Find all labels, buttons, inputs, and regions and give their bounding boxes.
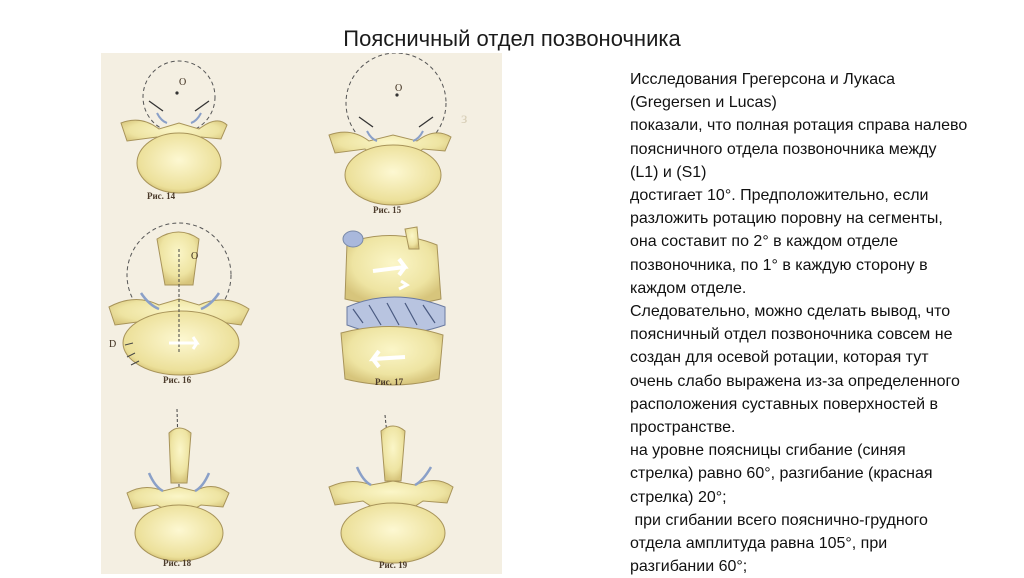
caption-fig15: Рис. 15	[373, 205, 402, 215]
text-line: поясничного отдела позвоночника между	[630, 140, 937, 158]
vertebrae-illustration	[101, 53, 502, 574]
caption-fig16: Рис. 16	[163, 375, 192, 385]
vertebra-fig16	[109, 223, 249, 375]
text-line: создан для осевой ротации, которая тут	[630, 349, 929, 367]
text-line: отдела амплитуда равна 105°, при	[630, 535, 888, 553]
text-line: Следовательно, можно сделать вывод, что	[630, 303, 951, 321]
caption-fig17: Рис. 17	[375, 377, 404, 387]
text-line: на уровне поясницы сгибание (синяя	[630, 442, 906, 460]
caption-fig18: Рис. 18	[163, 558, 192, 568]
center-label-fig14: O	[179, 77, 187, 88]
center-label-fig16: O	[191, 251, 199, 262]
svg-text:з: з	[461, 110, 468, 127]
text-line: стрелка) равно 60°, разгибание (красная	[630, 465, 933, 483]
text-line: очень слабо выражена из-за определенного	[630, 372, 960, 390]
vertebra-fig15	[329, 53, 467, 205]
text-line: разгибании 60°;	[630, 558, 748, 576]
text-line: поясничный отдел позвоночника совсем не	[630, 326, 953, 344]
text-line: достигает 10°. Предположительно, если	[630, 187, 929, 205]
caption-fig19: Рис. 19	[379, 560, 408, 570]
vertebra-fig14	[121, 61, 227, 193]
center-label-fig15: O	[395, 83, 403, 94]
caption-fig14: Рис. 14	[147, 191, 176, 201]
slide-title: Поясничный отдел позвоночника	[343, 26, 681, 51]
text-line: (Gregersen и Lucas)	[630, 94, 777, 112]
text-line: она составит по 2° в каждом отделе	[630, 233, 899, 251]
text-line: Исследования Грегерсона и Лукаса	[630, 71, 896, 88]
text-line: разложить ротацию поровну на сегменты,	[630, 210, 943, 228]
vertebrae-drawing	[101, 53, 502, 574]
text-line: (L1) и (S1)	[630, 163, 707, 181]
body-text	[630, 68, 1015, 578]
text-line: расположения суставных поверхностей в	[630, 395, 939, 413]
text-line: при сгибании всего пояснично-грудного	[630, 511, 928, 529]
text-line: каждом отделе.	[630, 279, 747, 297]
text-line: стрелка) 20°;	[630, 488, 727, 506]
disc-label-fig16: D	[109, 339, 117, 350]
text-line: показали, что полная ротация справа налево	[630, 117, 968, 135]
vertebra-fig17	[341, 227, 445, 385]
text-line: позвоночника, по 1° в каждую сторону в	[630, 256, 928, 274]
vertebra-fig19	[329, 415, 453, 569]
text-line: пространстве.	[630, 419, 736, 437]
vertebra-fig18	[127, 409, 229, 563]
